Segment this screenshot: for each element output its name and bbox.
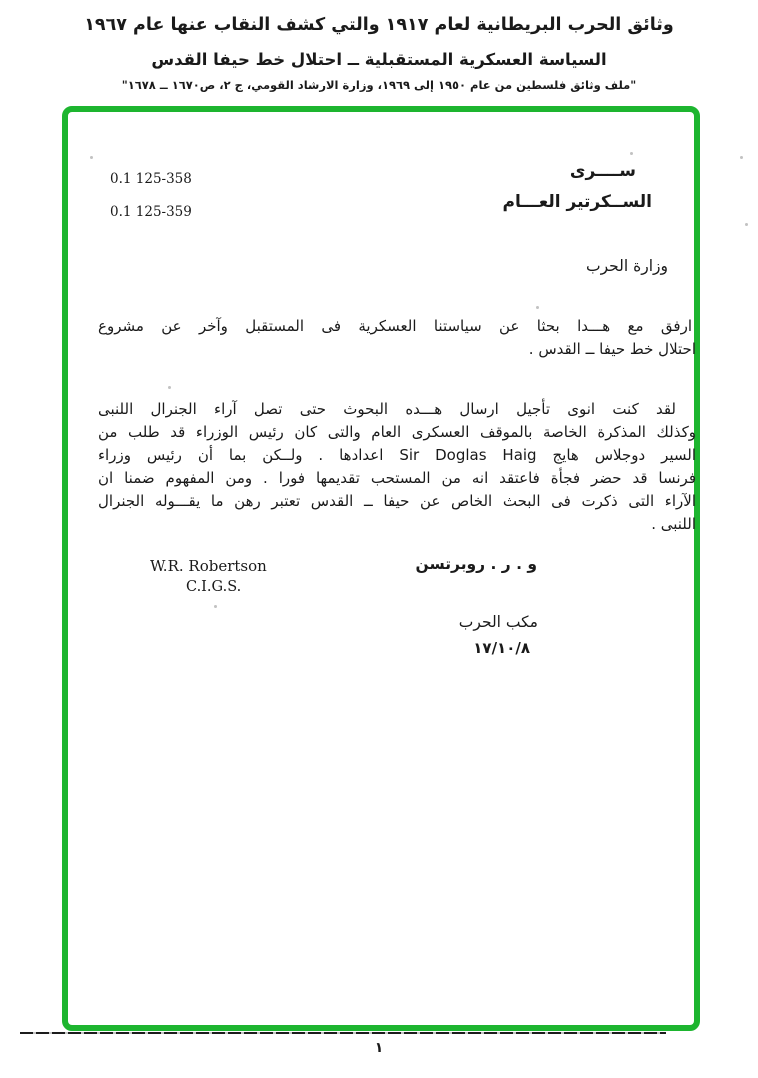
- page-number: ١: [374, 1040, 384, 1056]
- paragraph-attachment: [98, 315, 696, 361]
- scan-speck: [90, 156, 93, 159]
- paragraph-line: وكذلك المذكرة الخاصة بالموقف العسكرى العام والتى كان رئيس الوزراء قد طلب من: [98, 423, 696, 441]
- scan-speck: [745, 223, 748, 226]
- ministry-label: وزارة الحرب: [586, 257, 668, 275]
- scan-speck: [168, 386, 171, 389]
- classification-label: ســــرى: [569, 161, 636, 181]
- paragraph-line: فرنسا قد حضر فجأة فاعتقد انه من المستحب تقديمها فورا . ومن المفهوم ضمنا ان: [98, 469, 696, 487]
- header-title-line2: السياسة العسكرية المستقبلية ــ احتلال خط حيفا القدس: [151, 50, 607, 69]
- office-label: مكب الحرب: [458, 613, 538, 631]
- scan-speck: [536, 306, 539, 309]
- paragraph-body: [98, 398, 696, 536]
- header-source-line: "ملف وثائق فلسطين من عام ١٩٥٠ إلى ١٩٦٩، وزارة الارشاد القومي، ج ٢، ص١٦٧٠ ــ ١٦٧٨": [121, 78, 637, 92]
- paragraph-line: لقد كنت انوى تأجيل ارسال هـــده البحوث حتى تصل آراء الجنرال اللنبى: [98, 400, 676, 418]
- paragraph-line: السير دوجلاس هايج Sir Doglas Haig اعدادها . ولــكن بما أن رئيس وزراء: [98, 446, 696, 464]
- signature-latin: W.R. Robertson: [150, 557, 267, 575]
- scan-speck: [740, 156, 743, 159]
- scan-speck: [630, 152, 633, 155]
- header-title-line1: وثائق الحرب البريطانية لعام ١٩١٧ والتي كشف النقاب عنها عام ١٩٦٧: [84, 15, 674, 35]
- reference-number-bottom: 0.1 125-359: [110, 204, 192, 220]
- document-date: ١٧/١٠/٨: [473, 639, 530, 657]
- paragraph-line: احتلال خط حيفا ــ القدس .: [528, 340, 696, 358]
- addressee-label: الســكرتير العـــام: [502, 192, 652, 212]
- signature-arabic: و . ر . روبرتسن: [415, 555, 537, 573]
- reference-number-top: 0.1 125-358: [110, 171, 192, 187]
- paragraph-line: اللنبى .: [651, 515, 696, 533]
- scan-edge-line: [20, 1032, 666, 1034]
- paragraph-line: الآراء التى ذكرت فى البحث الخاص عن حيفا ــ القدس تعتبر رهن ما يقـــوله الجنرال: [98, 492, 696, 510]
- paragraph-line: ارفق مع هـــدا بحثا عن سياستنا العسكرية فى المستقبل وآخر عن مشروع: [98, 317, 692, 335]
- signature-title: C.I.G.S.: [186, 579, 242, 595]
- scan-speck: [214, 605, 217, 608]
